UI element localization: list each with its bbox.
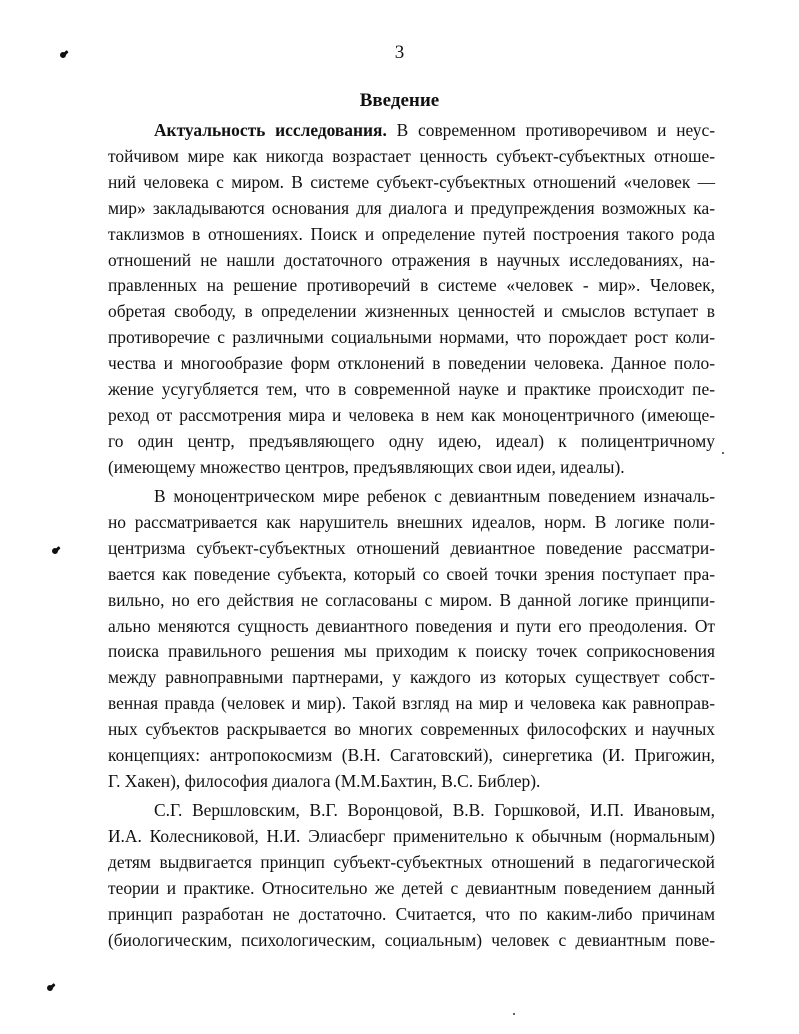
scan-mark [46, 984, 54, 992]
paragraph-line: (биологическим, психологическим, социальным) человек с девиантным пове- [108, 929, 715, 950]
paragraph-authors [108, 798, 715, 953]
paragraph-line: вильно, но его действия не согласованы с миром. В данной логике принципи- [108, 589, 715, 610]
paragraph-line: концепциях: антропокосмизм (В.Н. Сагатовский), синергетика (И. Пригожин, [108, 745, 715, 766]
paragraph-line: принцип разработан не достаточно. Считается, что по каким-либо причинам [108, 903, 715, 924]
paragraph-line: ных субъектов раскрывается во многих современных философских и научных [108, 719, 715, 740]
paragraph-line: венная правда (человек и мир). Такой взгляд на мир и человека как равноправ- [108, 693, 715, 714]
paragraph-line: но рассматривается как нарушитель внешних идеалов, норм. В логике поли- [108, 511, 715, 532]
paragraph-line: тойчивом мире как никогда возрастает ценность субъект-субъектных отноше- [108, 145, 715, 166]
section-heading: Введение [359, 90, 440, 111]
paragraph-line: противоречие с различными социальными нормами, что порождает рост коли- [108, 327, 715, 348]
paragraph-line: чества и многообразие форм отклонений в поведении человека. Данное поло- [108, 353, 715, 374]
paragraph-line: правленных на решение противоречий в системе «человек - мир». Человек, [108, 275, 715, 296]
paragraph-line: детям выдвигается принцип субъект-субъектных отношений в педагогической [108, 851, 715, 872]
scan-speck [513, 1013, 515, 1015]
page-number: 3 [394, 42, 405, 63]
paragraph-line: С.Г. Вершловским, В.Г. Воронцовой, В.В. Горшковой, И.П. Ивановым, [154, 800, 715, 820]
paragraph-line: В моноцентрическом мире ребенок с девиантным поведением изначаль- [154, 486, 715, 506]
paragraph-line: (имеющему множество центров, предъявляющих свои идеи, идеалы). [108, 456, 625, 477]
paragraph-line: теории и практике. Относительно же детей с девиантным поведением данный [108, 877, 715, 898]
paragraph-line: обретая свободу, в определении жизненных ценностей и смыслов вступает в [108, 301, 715, 322]
paragraph-line: ально меняются сущность девиантного поведения и пути его преодоления. От [108, 615, 715, 636]
scan-speck [722, 452, 724, 454]
paragraph-line: мир» закладываются основания для диалога и предупреждения возможных ка- [108, 197, 715, 218]
paragraph-line: между равноправными партнерами, у каждого из которых существует собст- [108, 667, 715, 688]
paragraph-line: таклизмов в отношениях. Поиск и определение путей построения такого рода [108, 223, 715, 244]
paragraph-line: жение усугубляется тем, что в современной науке и практике происходит пе- [108, 379, 715, 400]
paragraph-line: Г. Хакен), философия диалога (М.М.Бахтин, В.С. Библер). [108, 770, 541, 791]
paragraph-line: Актуальность исследования. В современном противоречивом и неус- [154, 120, 715, 140]
paragraph-line: го один центр, предъявляющего одну идею, идеал) к полицентричному [108, 430, 715, 451]
scan-mark [51, 547, 59, 555]
paragraph-line: поиска правильного решения мы приходим к поиску точек соприкосновения [108, 641, 715, 662]
paragraph-line: вается как поведение субъекта, который со своей точки зрения поступает пра- [108, 563, 715, 584]
paragraph-line: реход от рассмотрения мира и человека в нем как моноцентричного (имеюще- [108, 404, 715, 425]
paragraph-relevance [108, 118, 715, 481]
lead-phrase: Актуальность исследования. [154, 120, 387, 140]
paragraph-line: центризма субъект-субъектных отношений девиантное поведение рассматри- [108, 537, 715, 558]
paragraph-monocentric [108, 484, 715, 795]
paragraph-line: И.А. Колесниковой, Н.И. Элиасберг применительно к обычным (нормальным) [108, 825, 715, 846]
paragraph-line: отношений не нашли достаточного отражения в научных исследованиях, на- [108, 249, 715, 270]
paragraph-line: ний человека с миром. В системе субъект-субъектных отношений «человек — [108, 171, 715, 192]
